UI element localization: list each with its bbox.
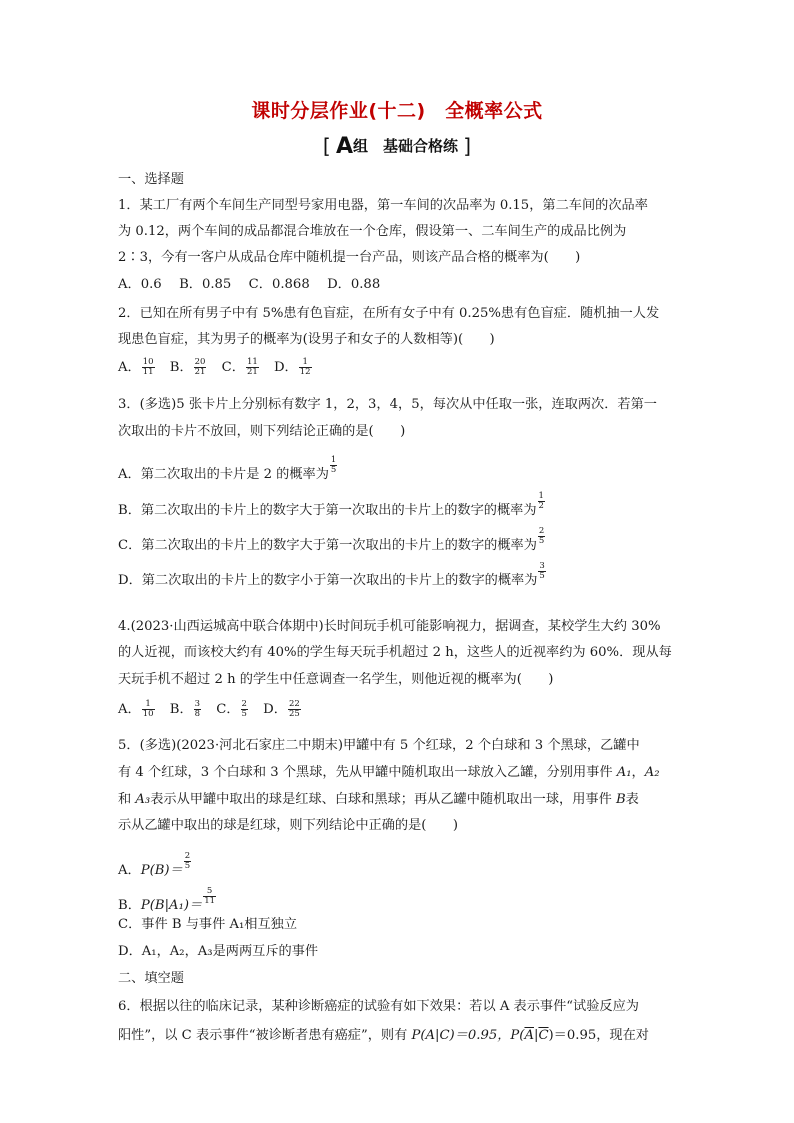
group-text: 组 基础合格练 (353, 137, 459, 155)
q3-option-b: B．第二次取出的卡片上的数字大于第一次取出的卡片上的数字的概率为 $\frac{1}{2}$ (118, 491, 544, 518)
q5-line4: 示从乙罐中取出的球是红球，则下列结论中正确的是( ) (118, 818, 458, 833)
q5-line2: 有 4 个红球，3 个白球和 3 个黑球，先从甲罐中随机取出一球放入乙罐，分别用事件 A₁，A₂ (118, 765, 660, 780)
q3-option-d: D．第二次取出的卡片上的数字小于第一次取出的卡片上的数字的概率为 $\frac{3}{5}$ (118, 561, 545, 588)
q2-options (118, 358, 323, 378)
q4-option-b: B． $\frac{3}{8}$ (169, 699, 201, 719)
q5-option-b: B．P(B|A₁)＝ $\frac{5}{11}$ (118, 886, 216, 913)
page-title: 课时分层作业(十二) 全概率公式 (251, 100, 543, 122)
q1-line2: 为 0.12，两个车间的成品都混合堆放在一个仓库，假设第一、二车间生产的成品比例为 (118, 224, 627, 239)
group-heading (0, 134, 794, 159)
q5-line3: 和 A₃表示从甲罐中取出的球是红球、白球和黑球；再从乙罐中随机取出一球，用事件 B表 (118, 792, 639, 807)
q5-option-c: C．事件 B 与事件 A₁相互独立 (118, 917, 298, 932)
q6-line1: 6．根据以往的临床记录，某种诊断癌症的试验有如下效果：若以 A 表示事件“试验反应为 (118, 999, 639, 1014)
q4-option-a: A． $\frac{1}{10}$ (118, 699, 154, 719)
q3-option-a: A．第二次取出的卡片是 2 的概率为 $\frac{1}{5}$ (118, 455, 337, 482)
q5-option-a: A．P(B)＝ $\frac{2}{5}$ (118, 851, 191, 878)
q4-options (118, 700, 312, 720)
q3-option-c: C．第二次取出的卡片上的数字大于第一次取出的卡片上的数字的概率为 $\frac{2}{5}$ (118, 526, 545, 553)
q3-line2: 次取出的卡片不放回，则下列结论正确的是( ) (118, 424, 406, 439)
group-bracket-left: [ (322, 134, 331, 158)
q2-line1: 2．已知在所有男子中有 5%患有色盲症，在所有女子中有 0.25%患有色盲症．随机抽一人发 (118, 306, 660, 321)
q4-line3: 天玩手机不超过 2 h 的学生中任意调查一名学生，则他近视的概率为( ) (118, 672, 554, 687)
q4-option-c: C． $\frac{2}{5}$ (216, 699, 247, 719)
q1-line1: 1．某工厂有两个车间生产同型号家用电器，第一车间的次品率为 0.15，第二车间的次品率 (118, 198, 648, 213)
q3-line1: 3．(多选)5 张卡片上分别标有数字 1，2，3，4，5，每次从中任取一张，连取两次．若第一 (118, 397, 657, 412)
section-choice: 一、选择题 (118, 172, 184, 187)
group-letter: A (335, 134, 353, 159)
q5-line1: 5．(多选)(2023·河北石家庄二中期末)甲罐中有 5 个红球，2 个白球和 3 个黑球，乙罐中 (118, 738, 640, 753)
q5-option-d: D．A₁，A₂，A₃是两两互斥的事件 (118, 944, 319, 959)
q2-option-a: A． $\frac{10}{11}$ (118, 357, 154, 377)
q4-line2: 的人近视，而该校大约有 40%的学生每天玩手机超过 2 h，这些人的近视率约为 60%．现从每 (118, 645, 672, 660)
section-fill: 二、填空题 (118, 971, 184, 986)
q2-option-c: C． $\frac{11}{21}$ (221, 357, 258, 377)
q4-option-d: D． $\frac{22}{25}$ (263, 699, 300, 719)
q6-line2: 阳性”，以 C 表示事件“被诊断者患有癌症”，则有 P(A|C)＝0.95，$P(\overline{A}|\overline{C})=0.95$，现在对 (118, 1028, 649, 1043)
group-bracket-right: ] (463, 134, 472, 158)
q2-option-d: D． $\frac{1}{12}$ (273, 357, 311, 377)
q2-option-b: B． $\frac{20}{21}$ (169, 357, 206, 377)
q2-line2: 现患色盲症，其为男子的概率为(设男子和女子的人数相等)( ) (118, 332, 495, 347)
q4-line1: 4.(2023·山西运城高中联合体期中)长时间玩手机可能影响视力，据调查，某校学生大约 30% (118, 619, 661, 634)
q1-options: A．0.6 B．0.85 C．0.868 D．0.88 (118, 277, 381, 292)
q1-line3: 2∶3，今有一客户从成品仓库中随机提一台产品，则该产品合格的概率为( ) (118, 250, 581, 265)
